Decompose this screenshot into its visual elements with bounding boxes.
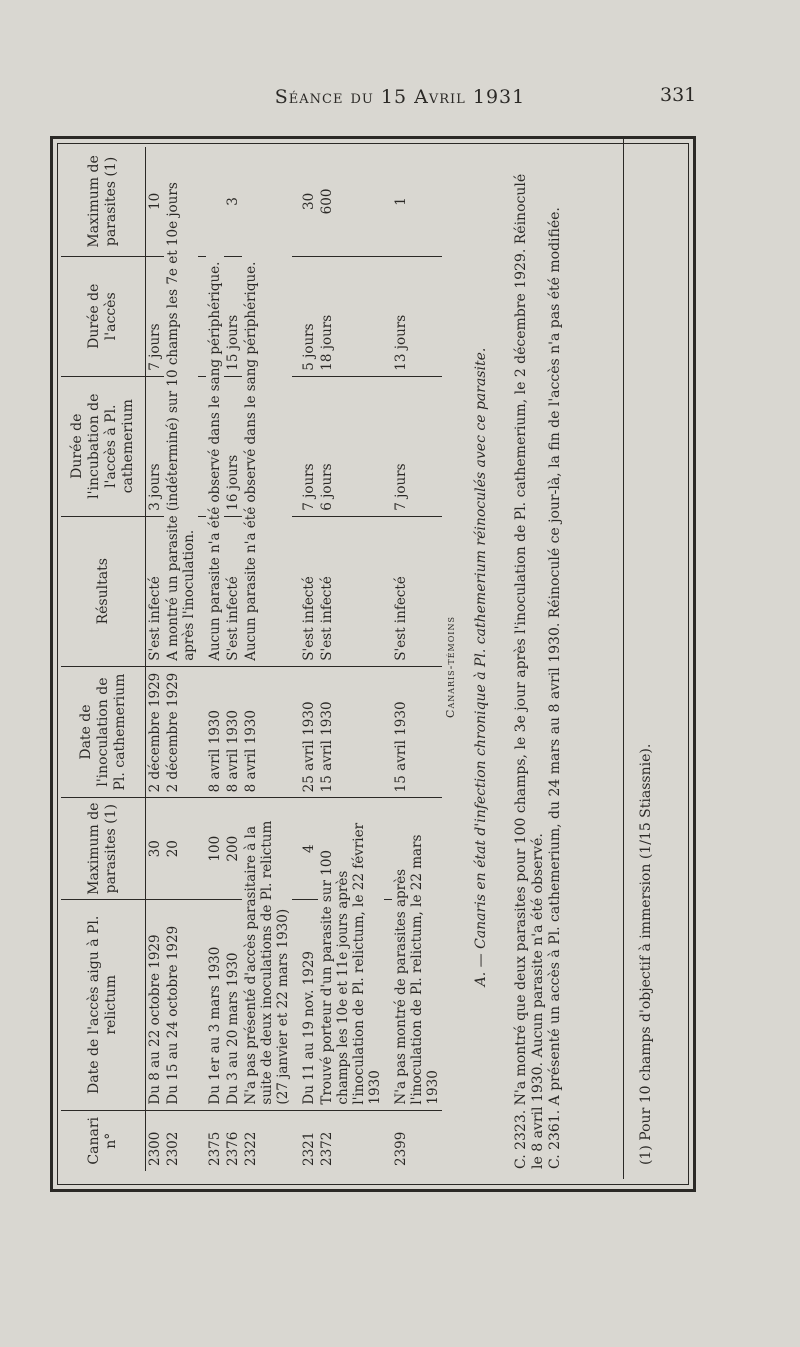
cell-canari: 2302 xyxy=(164,1110,198,1171)
footnote-rule xyxy=(623,139,624,1179)
table-row xyxy=(242,147,292,1171)
cell-inoc: 8 avril 1930 xyxy=(224,666,242,798)
cell-acces-span: N'a pas montré de parasites après l'inoculation de Pl. relictum, le 22 mars 1930 xyxy=(392,798,442,1110)
cell-acces: Du 11 au 19 nov. 1929 xyxy=(300,900,318,1111)
cell-max2: 1 xyxy=(393,197,409,206)
cell-max2: 30 xyxy=(301,192,317,211)
cell-inoc: 2 décembre 1929 xyxy=(164,666,198,798)
section-title: Canaris-témoins xyxy=(444,616,457,718)
col-header-resultats: Résultats xyxy=(61,516,146,666)
cell-duree: 5 jours xyxy=(300,256,318,376)
cell-canari: 2372 xyxy=(318,1110,384,1171)
note-item: C. 2361. A présenté un accès à Pl. cathemerium, du 24 mars au 8 avril 1930. Réinoculé ce jour-là, la fin de l'accès n'a pas été modifiée. xyxy=(547,207,563,1169)
cell-acces: Du 1er au 3 mars 1930 xyxy=(206,900,224,1111)
cell-resultat: S'est infecté xyxy=(318,516,384,666)
cell-inoc: 8 avril 1930 xyxy=(242,666,292,798)
col-header-max-parasites-2: Maximum de parasites (1) xyxy=(61,147,146,256)
table-row xyxy=(318,147,384,1171)
section-subtitle: A. — Canaris en état d'infection chronique à Pl. cathemerium réinoculés avec ce parasite. xyxy=(473,347,489,987)
rotated-content xyxy=(53,139,683,1179)
cell-resultat: S'est infecté xyxy=(224,516,242,666)
cell-duree: 15 jours xyxy=(224,256,242,376)
cell-acces-span: Trouvé porteur d'un parasite sur 100 champs les 10e et 11e jours après l'inoculation de Pl. relictum, le 22 février 1930 xyxy=(318,798,384,1110)
cell-inoc: 8 avril 1930 xyxy=(206,666,224,798)
cell-duree: 13 jours xyxy=(392,256,442,376)
cell-resultat: S'est infecté xyxy=(300,516,318,666)
col-header-canari: Canari n° xyxy=(61,1110,146,1171)
col-header-max-parasites-1: Maximum de parasites (1) xyxy=(61,798,146,900)
cell-canari: 2321 xyxy=(300,1110,318,1171)
table-row xyxy=(146,147,165,1171)
cell-resultat-span: Aucun parasite n'a été observé dans le sang périphérique. xyxy=(207,261,223,661)
results-table xyxy=(61,147,442,1171)
cell-acces-span: N'a pas présenté d'accès parasitaire à la suite de deux inoculations de Pl. relictum (27 janvier et 22 mars 1930) xyxy=(242,798,292,1110)
table-row xyxy=(224,147,242,1171)
cell-duree: 18 jours xyxy=(318,256,384,376)
col-header-date-inoculation: Date de l'inoculation de Pl. cathemerium xyxy=(61,666,146,798)
cell-inoc: 2 décembre 1929 xyxy=(146,666,165,798)
cell-inoc: 15 avril 1930 xyxy=(392,666,442,798)
running-head: Séance du 15 Avril 1931 xyxy=(274,86,526,108)
cell-max1: 100 xyxy=(206,798,224,900)
table-frame xyxy=(50,136,696,1192)
page-number: 331 xyxy=(660,84,697,106)
cell-acces: Du 3 au 20 mars 1930 xyxy=(224,900,242,1111)
cell-canari: 2300 xyxy=(146,1110,165,1171)
cell-resultat-span: A montré un parasite (indéterminé) sur 10 champs les 7e et 10e jours après l'inoculation. xyxy=(165,182,197,661)
cell-inoc: 25 avril 1930 xyxy=(300,666,318,798)
cell-max1: 200 xyxy=(224,798,242,900)
cell-resultat: S'est infecté xyxy=(392,516,442,666)
col-header-duree-incubation: Durée de l'incubation de l'accès à Pl. cathemerium xyxy=(61,376,146,516)
cell-incub: 6 jours xyxy=(318,376,384,516)
cell-resultat: S'est infecté xyxy=(146,516,165,666)
table-row xyxy=(164,147,198,1171)
table-row xyxy=(392,147,442,1171)
table-header-row xyxy=(61,147,146,1171)
cell-canari: 2322 xyxy=(242,1110,292,1171)
cell-incub: 3 jours xyxy=(146,376,165,516)
cell-max2: 600 xyxy=(319,188,335,215)
col-header-acces-aigu: Date de l'accès aigu à Pl. relictum xyxy=(61,900,146,1111)
cell-resultat-span: Aucun parasite n'a été observé dans le sang périphérique. xyxy=(243,261,259,661)
col-header-duree-acces: Durée de l'accès xyxy=(61,256,146,376)
cell-max1: 20 xyxy=(164,798,198,900)
table-row xyxy=(300,147,318,1171)
cell-max2: 10 xyxy=(147,192,163,211)
note-item: C. 2323. N'a montré que deux parasites pour 100 champs, le 3e jour après l'inoculation de Pl. cathemerium, le 2 décembre 1929. Réinoculé le 8 avril 1930. Aucun parasite n'a été observé. xyxy=(513,173,546,1169)
cell-canari: 2376 xyxy=(224,1110,242,1171)
cell-max1: 30 xyxy=(146,798,165,900)
cell-incub: 16 jours xyxy=(224,376,242,516)
cell-max1: 4 xyxy=(300,798,318,900)
cell-inoc: 15 avril 1930 xyxy=(318,666,384,798)
cell-canari: 2375 xyxy=(206,1110,224,1171)
cell-acces: Du 8 au 22 octobre 1929 xyxy=(146,900,165,1111)
table-row xyxy=(206,147,224,1171)
cell-acces: Du 15 au 24 octobre 1929 xyxy=(164,900,198,1111)
cell-max2: 3 xyxy=(225,197,241,206)
cell-duree: 7 jours xyxy=(146,256,165,376)
cell-canari: 2399 xyxy=(392,1110,442,1171)
cell-incub: 7 jours xyxy=(392,376,442,516)
footnote: (1) Pour 10 champs d'objectif à immersion (1/15 Stiassnie). xyxy=(638,743,654,1165)
notes xyxy=(513,159,564,1169)
cell-incub: 7 jours xyxy=(300,376,318,516)
